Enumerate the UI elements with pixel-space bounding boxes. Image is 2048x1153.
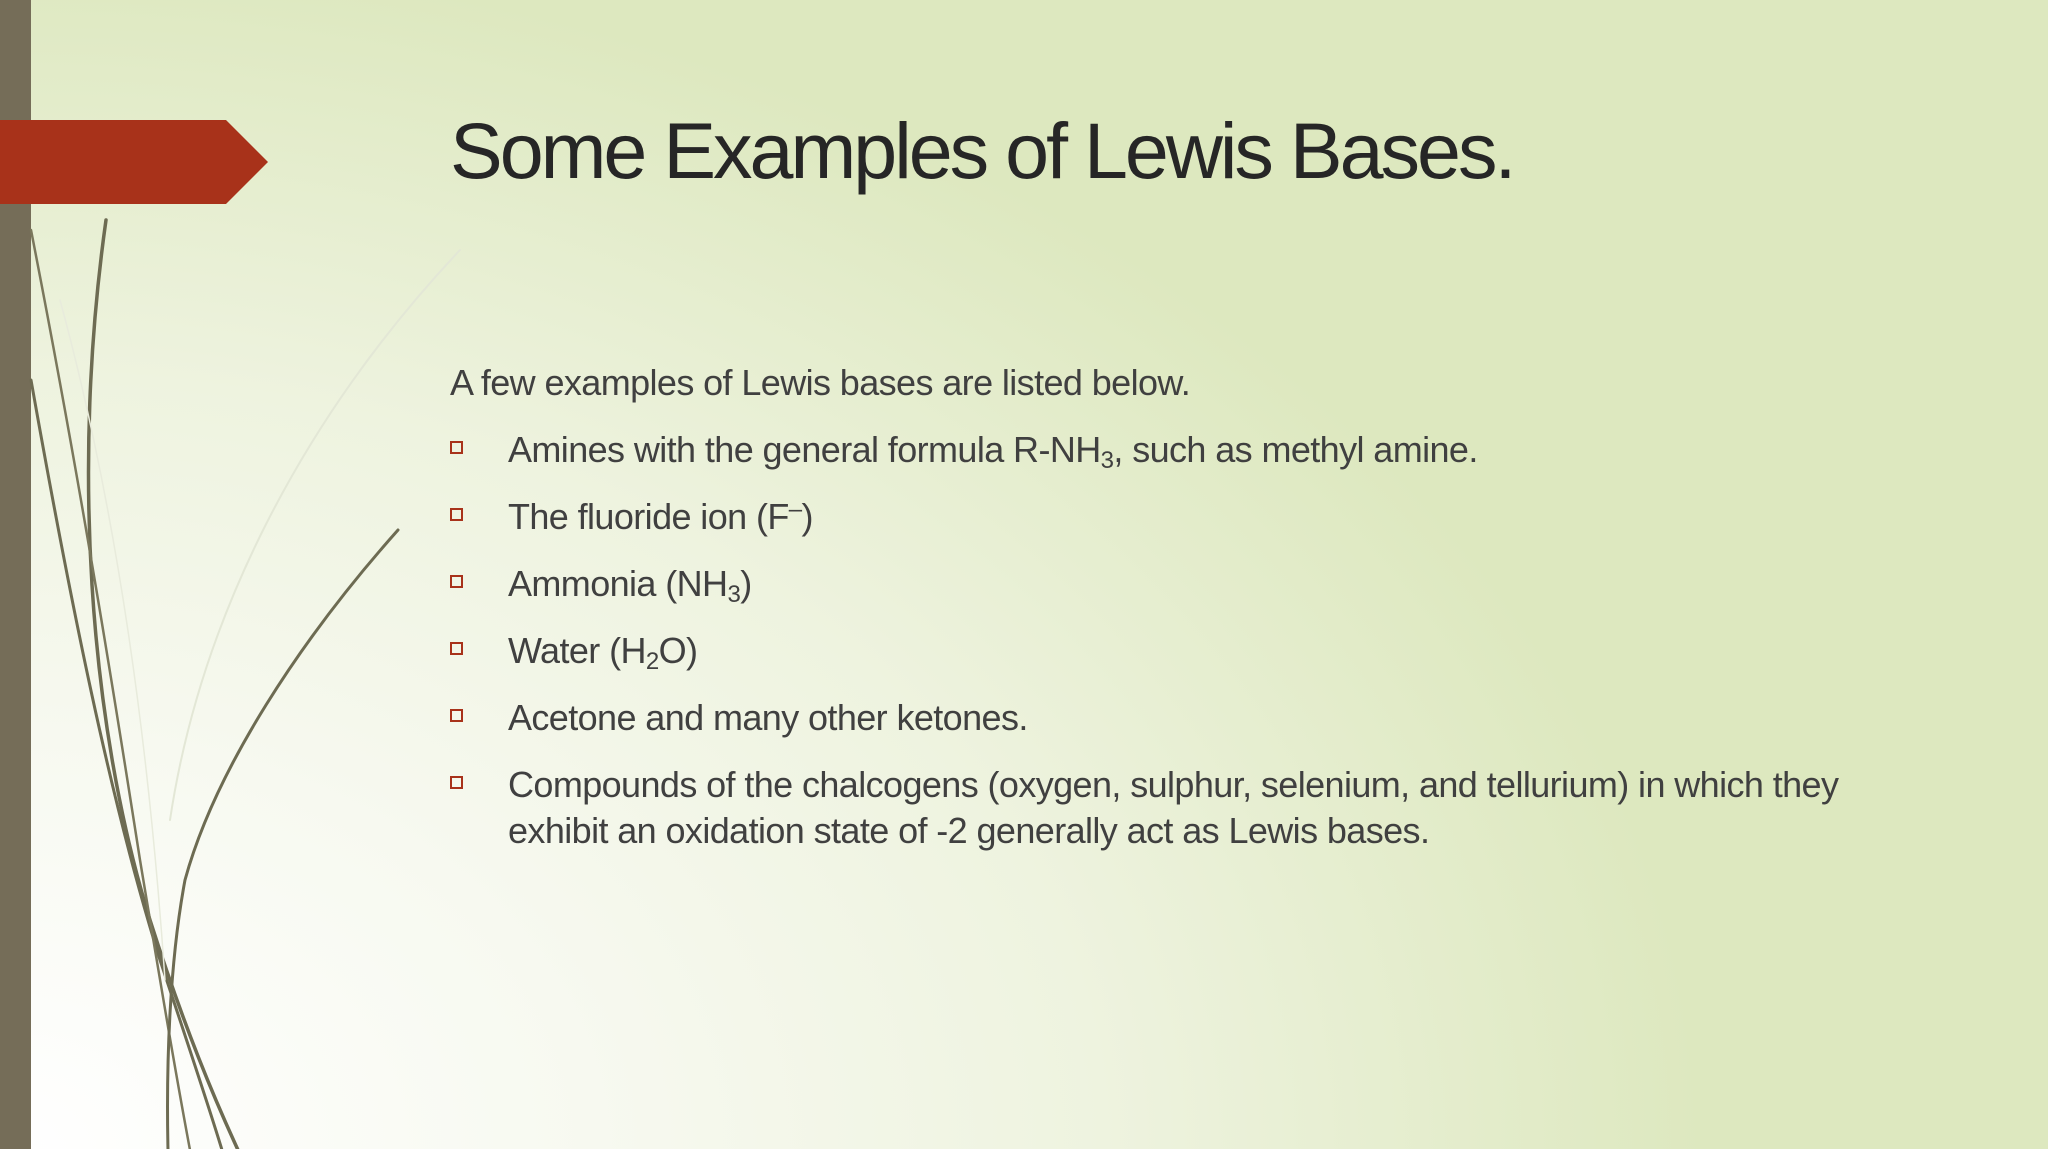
subscript: 3	[727, 581, 741, 608]
list-item-acetone	[450, 695, 1880, 741]
intro-text: A few examples of Lewis bases are listed below.	[450, 362, 1191, 403]
hollow-square-bullet-icon	[450, 642, 463, 655]
hollow-square-bullet-icon	[450, 441, 463, 454]
hollow-square-bullet-icon	[450, 575, 463, 588]
subscript: 3	[1100, 447, 1114, 474]
item-text-tail: )	[740, 563, 752, 604]
slide-title: Some Examples of Lewis Bases.	[450, 106, 1514, 195]
item-text: Amines with the general formula R-NH	[508, 429, 1101, 470]
item-text: Water (H	[508, 630, 646, 671]
bottom-edge-strip	[0, 1149, 2048, 1153]
item-text: Compounds of the chalcogens (oxygen, sulphur, selenium, and tellurium) in which they exhibit an oxidation state of -2 generally act as Lewis bases.	[508, 764, 1839, 851]
item-text: The fluoride ion (F	[508, 496, 789, 537]
list-item-amines	[450, 427, 1880, 473]
superscript: –	[788, 496, 802, 523]
hollow-square-bullet-icon	[450, 508, 463, 521]
list-item-chalcogens	[450, 762, 1880, 854]
subscript: 2	[645, 648, 659, 675]
item-text: Ammonia (NH	[508, 563, 728, 604]
item-text-tail: O)	[658, 630, 698, 671]
item-text-tail: , such as methyl amine.	[1113, 429, 1478, 470]
slide-body	[450, 360, 1880, 875]
list-item-ammonia	[450, 561, 1880, 607]
list-item-fluoride	[450, 494, 1880, 540]
item-text-tail: )	[801, 496, 813, 537]
item-text: Acetone and many other ketones.	[508, 697, 1028, 738]
list-item-water	[450, 628, 1880, 674]
hollow-square-bullet-icon	[450, 776, 463, 789]
hollow-square-bullet-icon	[450, 709, 463, 722]
